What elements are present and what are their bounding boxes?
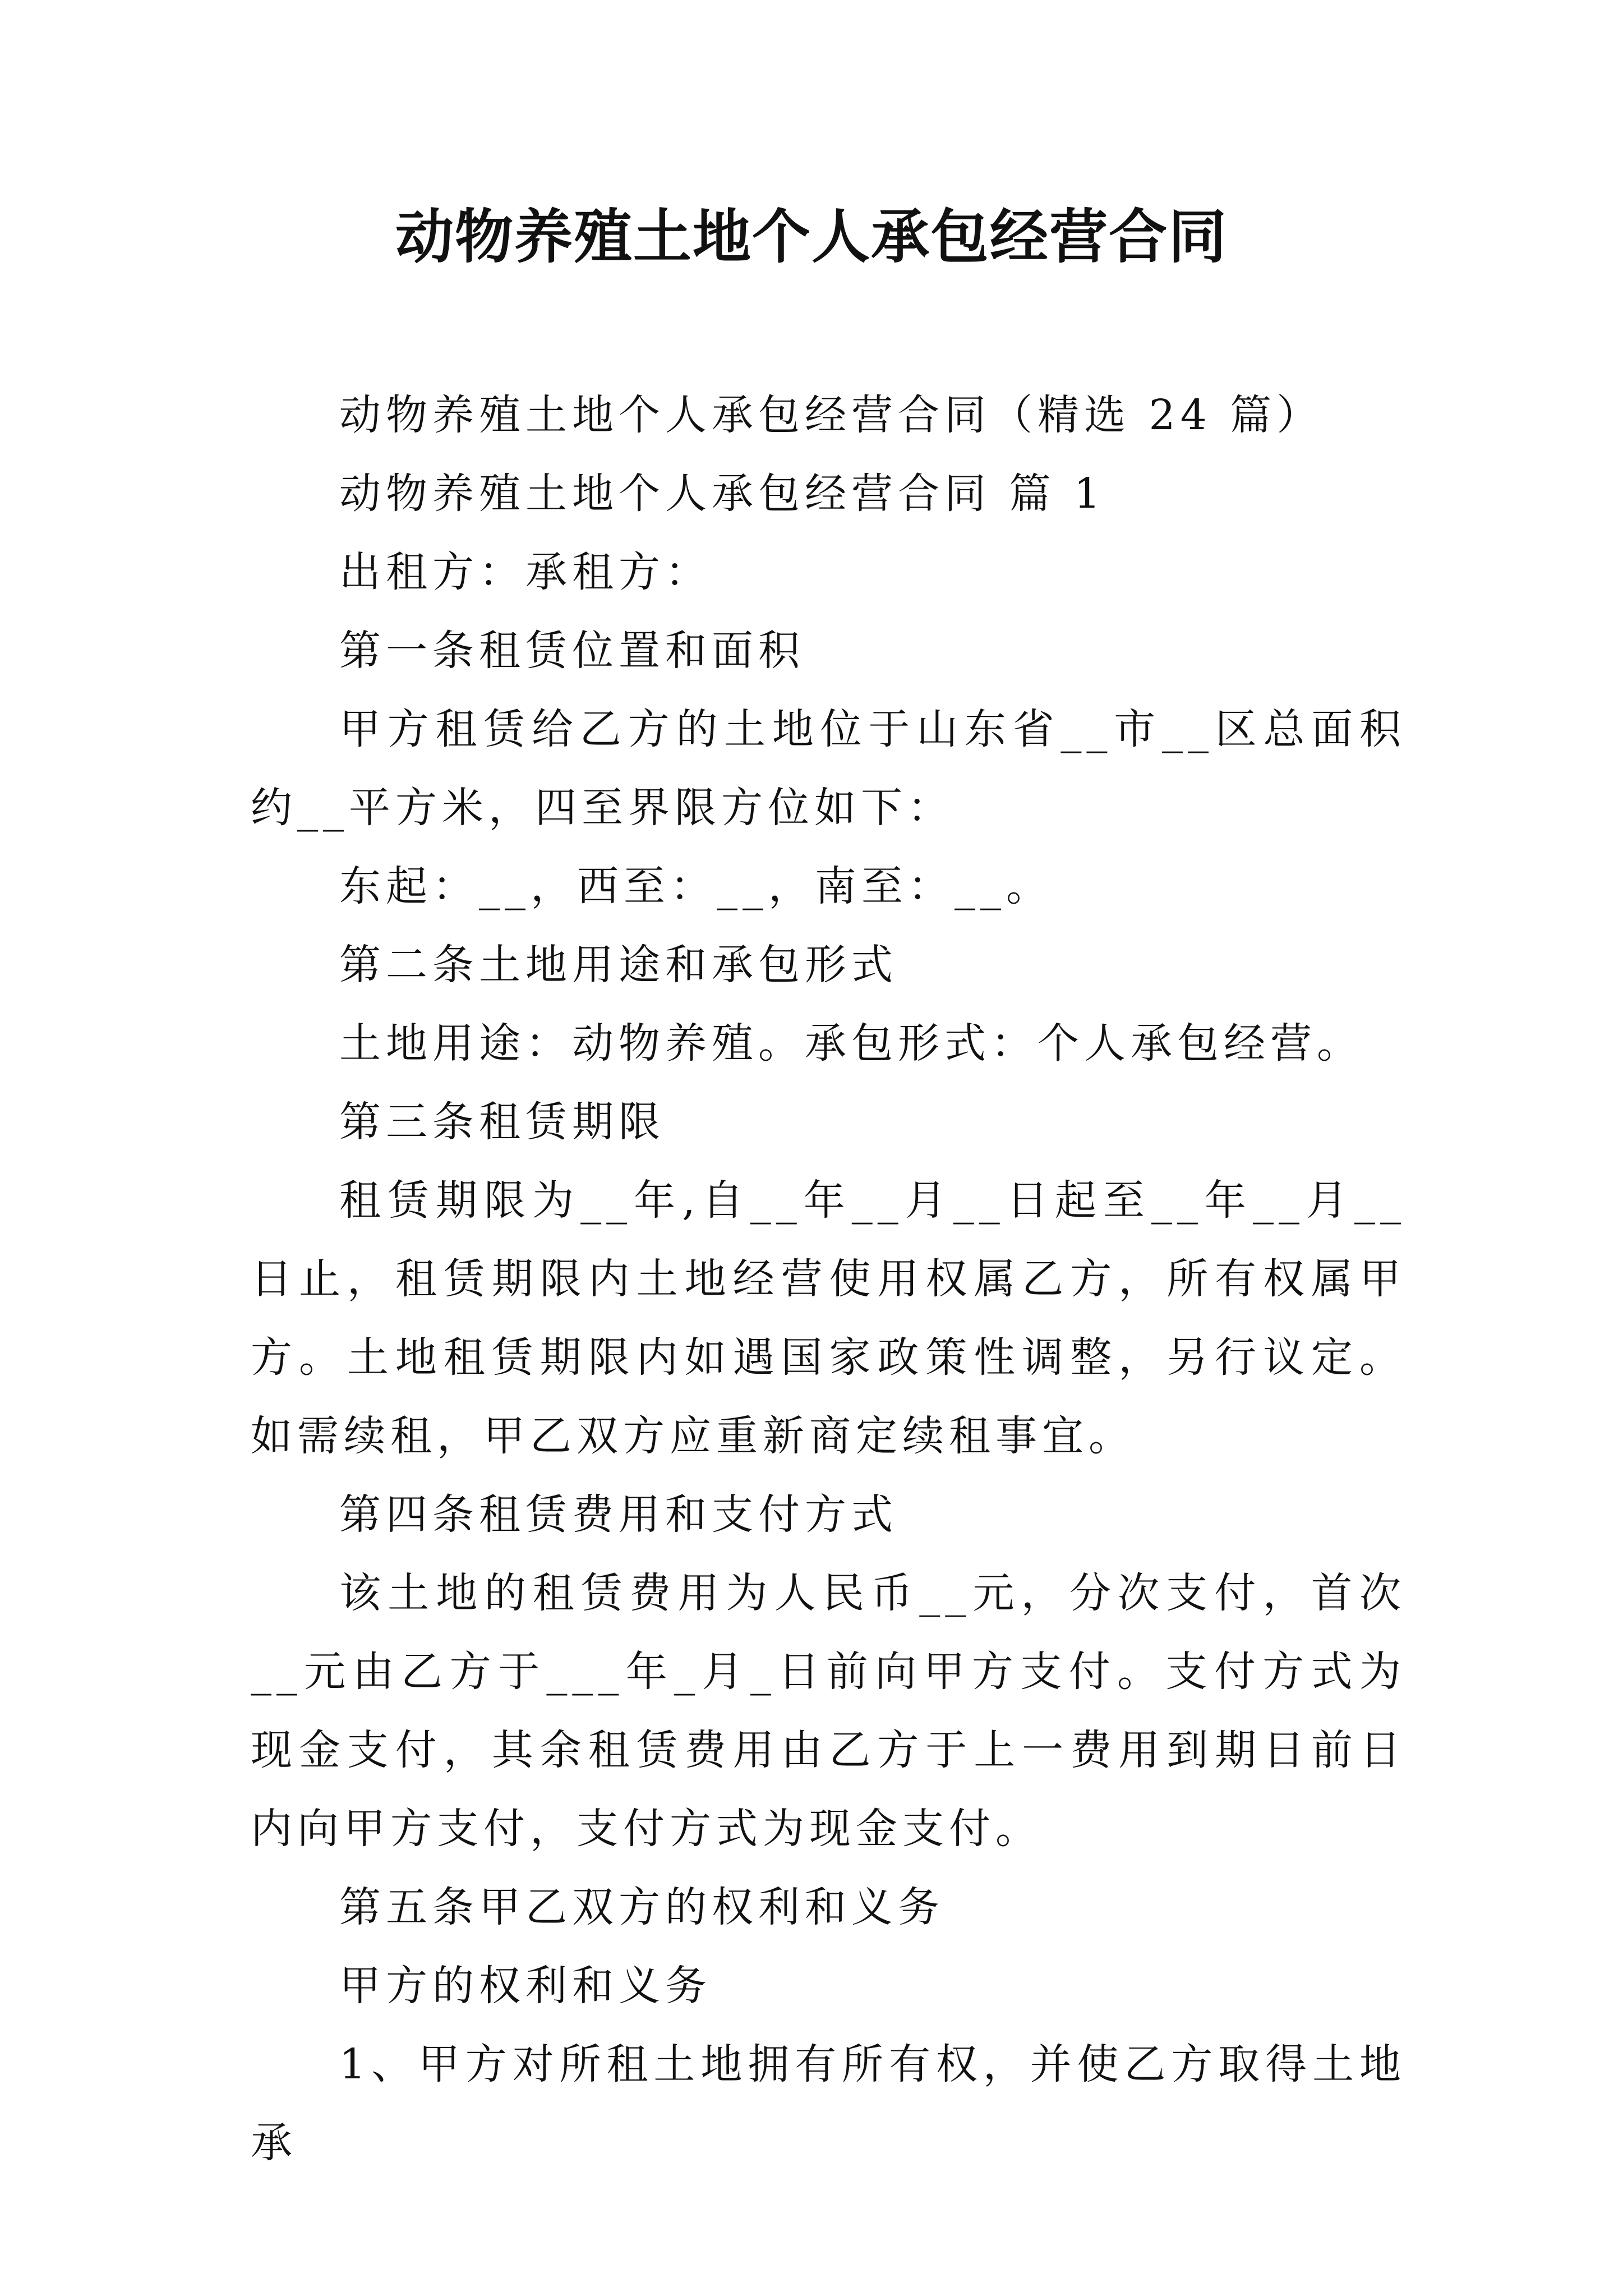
paragraph-boundaries: 东起：__，西至：__，南至：__。: [339, 862, 1053, 910]
paragraph-section-heading: 动物养殖土地个人承包经营合同 篇 1: [339, 470, 1106, 518]
paragraph-article-1-body: 甲方租赁给乙方的土地位于山东省__市__区总面积约__平方米，四至界限方位如下：: [251, 705, 1406, 832]
paragraph-subtitle: 动物养殖土地个人承包经营合同（精选 24 篇）: [339, 391, 1324, 439]
paragraph-article-1-heading: 第一条租赁位置和面积: [339, 627, 805, 675]
document-body: [251, 376, 1406, 2182]
document-title: 动物养殖土地个人承包经营合同: [395, 203, 1228, 271]
paragraph-article-2-heading: 第二条土地用途和承包形式: [339, 941, 898, 989]
paragraph-article-4-heading: 第四条租赁费用和支付方式: [339, 1490, 898, 1539]
paragraph-parties: 出租方：承租方：: [339, 548, 712, 596]
paragraph-article-3-heading: 第三条租赁期限: [339, 1098, 665, 1146]
paragraph-article-5-heading: 第五条甲乙双方的权利和义务: [339, 1883, 944, 1931]
paragraph-article-3-body: 租赁期限为__年,自__年__月__日起至__年__月__日止，租赁期限内土地经营使用权属乙方，所有权属甲方。土地租赁期限内如遇国家政策性调整，另行议定。如需续租，甲乙双方应重新商定续租事宜。: [251, 1176, 1406, 1460]
paragraph-article-4-body: 该土地的租赁费用为人民币__元，分次支付，首次__元由乙方于___年_月_日前向甲方支付。支付方式为现金支付，其余租赁费用由乙方于上一费用到期日前日内向甲方支付，支付方式为现金支付。: [251, 1569, 1406, 1853]
paragraph-party-a-item-1: 1、甲方对所租土地拥有所有权，并使乙方取得土地承: [251, 2040, 1406, 2167]
paragraph-party-a-heading: 甲方的权利和义务: [339, 1962, 712, 2010]
paragraph-article-2-body: 土地用途：动物养殖。承包形式：个人承包经营。: [339, 1019, 1363, 1068]
